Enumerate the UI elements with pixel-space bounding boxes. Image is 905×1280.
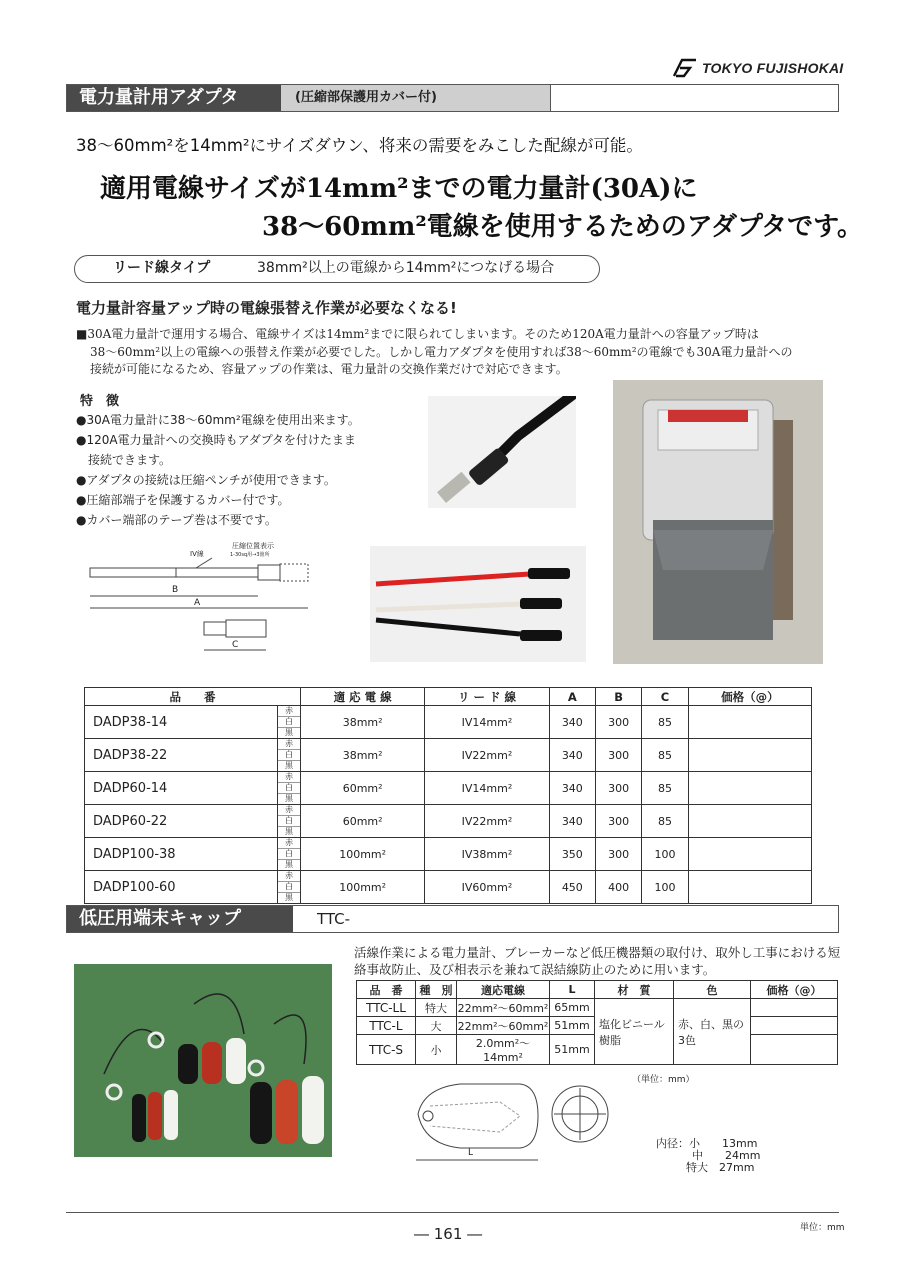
color-variant: 赤 (278, 805, 300, 816)
table-row (357, 999, 838, 1017)
cell-material: 塩化ビニール樹脂 (595, 999, 674, 1065)
cell-b: 300 (595, 805, 641, 838)
table-row (85, 706, 812, 739)
type-pill (74, 255, 600, 283)
inner-value: 13mm (722, 1137, 758, 1150)
diagram-b-label: B (172, 585, 179, 595)
cell-c: 85 (642, 772, 688, 805)
cell-c: 100 (642, 838, 688, 871)
section-title: 低圧用端末キャップ (67, 906, 293, 932)
page-number: ― 161 ― (414, 1225, 483, 1243)
cell-price (751, 1017, 838, 1035)
color-variant: 赤 (278, 739, 300, 750)
inner-size: 中 (692, 1149, 703, 1162)
color-variant: 黒 (284, 728, 293, 737)
cell-lead: IV14mm² (425, 772, 549, 805)
cell-a: 450 (549, 871, 595, 904)
cell-kind: 大 (416, 1017, 457, 1035)
col-header: リ ー ド 線 (425, 688, 549, 706)
inner-size: 特大 (686, 1161, 708, 1174)
tagline: 38〜60mm²を14mm²にサイズダウン、将来の需要をみこした配線が可能。 (76, 136, 643, 155)
cell-l: 51mm (550, 1035, 595, 1065)
section-title: 電力量計用アダプタ (67, 85, 293, 111)
col-header: A (549, 688, 595, 706)
logo-text: TOKYO FUJISHOKAI (702, 60, 844, 76)
color-variant: 黒 (284, 761, 293, 770)
cell-colors (277, 805, 300, 838)
section-subtitle: (圧縮部保護用カバー付) (281, 85, 551, 111)
cell-b: 400 (595, 871, 641, 904)
cell-name: DADP60-22 (85, 805, 278, 838)
color-variant: 黒 (284, 827, 293, 836)
cell-l: 65mm (550, 999, 595, 1017)
headline-line1: 適用電線サイズが14mm²までの電力量計(30A)に (100, 174, 698, 204)
inner-value: 24mm (725, 1149, 761, 1162)
adapter-drawing (86, 540, 326, 660)
inner-value: 27mm (719, 1161, 755, 1174)
cell-kind: 小 (416, 1035, 457, 1065)
diagram-iv-label: IV線 (190, 550, 204, 558)
cell-price (751, 1035, 838, 1065)
inner-diameter (656, 1138, 760, 1174)
color-variant: 黒 (284, 860, 293, 869)
adapter-photo (428, 396, 576, 508)
cell-wire: 22mm²〜60mm² (457, 1017, 550, 1035)
adapter-spec-table (84, 687, 812, 904)
color-variant: 白 (278, 816, 300, 827)
cell-price (751, 999, 838, 1017)
diagram-mark-label: 圧縮位置表示 (232, 542, 274, 550)
cell-lead: IV38mm² (425, 838, 549, 871)
cell-colors (277, 871, 300, 904)
section-header-adapter (66, 84, 839, 112)
cell-c: 85 (642, 739, 688, 772)
features-list (76, 410, 360, 530)
diagram-a-label: A (194, 598, 201, 608)
cell-wire: 2.0mm²〜14mm² (457, 1035, 550, 1065)
cell-kind: 特大 (416, 999, 457, 1017)
caps-photo (74, 964, 332, 1157)
feature-item: ●圧縮部端子を保護するカバー付です。 (76, 493, 290, 507)
color-variant: 白 (278, 882, 300, 893)
cell-price (688, 871, 811, 904)
cap-l-label: L (468, 1148, 474, 1158)
col-header: 色 (674, 981, 751, 999)
color-variant: 白 (278, 717, 300, 728)
col-header: 材 質 (595, 981, 674, 999)
color-variant: 赤 (278, 772, 300, 783)
feature-item: ●アダプタの接続は圧縮ペンチが使用できます。 (76, 473, 336, 487)
col-header: B (595, 688, 641, 706)
section-code: TTC- (317, 910, 351, 928)
cell-b: 300 (595, 838, 641, 871)
cell-name: DADP60-14 (85, 772, 278, 805)
dimension-diagram (86, 540, 326, 660)
cap-unit-note: （単位：mm） (632, 1075, 695, 1085)
table-row (85, 838, 812, 871)
color-variant: 白 (278, 750, 300, 761)
cell-wire: 100mm² (300, 871, 424, 904)
lead-wires-photo (370, 546, 586, 662)
cap-description: 活線作業による電力量計、ブレーカーなど低圧機器類の取付け、取外し工事における短絡事故防止、及び相表示を兼ねて誤結線防止のために用います。 (354, 945, 841, 977)
cell-price (688, 838, 811, 871)
table-row (85, 805, 812, 838)
col-header: C (642, 688, 688, 706)
page-unit-note: 単位：mm (800, 1223, 845, 1233)
fs-logo-icon (672, 58, 698, 78)
cell-name: DADP100-38 (85, 838, 278, 871)
cell-a: 340 (549, 772, 595, 805)
cell-name: DADP38-22 (85, 739, 278, 772)
cell-b: 300 (595, 772, 641, 805)
cell-lead: IV22mm² (425, 805, 549, 838)
cell-c: 85 (642, 706, 688, 739)
cell-wire: 60mm² (300, 805, 424, 838)
cell-a: 340 (549, 805, 595, 838)
type-description: 38mm²以上の電線から14mm²につなげる場合 (257, 260, 555, 276)
col-header: 価格（@） (688, 688, 811, 706)
paragraph-line: 接続が可能になるため、容量アップの作業は、電力量計の交換作業だけで対応できます。 (90, 362, 568, 376)
color-variant: 黒 (284, 794, 293, 803)
diagram-mark-sub: 1-30sq用→3箇所 (230, 552, 270, 558)
diagram-c-label: C (232, 640, 239, 650)
col-header: 価格（@） (751, 981, 838, 999)
inner-size: 小 (689, 1137, 700, 1150)
col-header: 種 別 (416, 981, 457, 999)
cell-colors (277, 706, 300, 739)
headline-line2: 38〜60mm²電線を使用するためのアダプタです。 (262, 212, 864, 242)
color-variant: 赤 (278, 871, 300, 882)
cell-c: 100 (642, 871, 688, 904)
cell-lead: IV14mm² (425, 706, 549, 739)
cell-a: 340 (549, 706, 595, 739)
color-variant: 赤 (278, 838, 300, 849)
cell-name: DADP38-14 (85, 706, 278, 739)
cell-price (688, 772, 811, 805)
cell-name: DADP100-60 (85, 871, 278, 904)
meter-photo (613, 380, 823, 664)
cell-b: 300 (595, 739, 641, 772)
cell-b: 300 (595, 706, 641, 739)
cell-colors (277, 739, 300, 772)
color-variant: 黒 (284, 893, 293, 902)
cell-price (688, 706, 811, 739)
col-header: L (550, 981, 595, 999)
feature-item: ●30A電力量計に38〜60mm²電線を使用出来ます。 (76, 413, 360, 427)
type-label: リード線タイプ (113, 260, 211, 276)
paragraph-line: ■30A電力量計で運用する場合、電線サイズは14mm²までに限られてしまいます。そのため120A電力量計への容量アップ時は (76, 327, 759, 341)
cell-wire: 100mm² (300, 838, 424, 871)
cell-lead: IV22mm² (425, 739, 549, 772)
cell-price (688, 739, 811, 772)
table-row (85, 772, 812, 805)
cell-name: TTC-L (357, 1017, 416, 1035)
col-header: 適応電線 (457, 981, 550, 999)
cell-name: TTC-S (357, 1035, 416, 1065)
cell-a: 350 (549, 838, 595, 871)
cell-name: TTC-LL (357, 999, 416, 1017)
inner-label: 内径： (656, 1137, 689, 1150)
cell-wire: 22mm²〜60mm² (457, 999, 550, 1017)
footer-rule (66, 1212, 839, 1213)
company-logo (672, 58, 843, 78)
col-header: 品 番 (357, 981, 416, 999)
feature-item: ●120A電力量計への交換時もアダプタを付けたまま (76, 433, 356, 447)
cell-colors (277, 838, 300, 871)
col-header: 品 番 (85, 688, 301, 706)
description-paragraph (76, 326, 842, 379)
features-title: 特 徴 (80, 394, 120, 409)
cell-price (688, 805, 811, 838)
table-row (85, 739, 812, 772)
table-row (85, 871, 812, 904)
cap-drawing (410, 1076, 610, 1168)
cell-c: 85 (642, 805, 688, 838)
color-variant: 白 (278, 849, 300, 860)
color-variant: 赤 (278, 706, 300, 717)
cap-spec-table (356, 980, 838, 1065)
cell-lead: IV60mm² (425, 871, 549, 904)
subheading: 電力量計容量アップ時の電線張替え作業が必要なくなる! (76, 299, 457, 317)
cell-wire: 38mm² (300, 706, 424, 739)
color-variant: 白 (278, 783, 300, 794)
cell-colors (277, 772, 300, 805)
cell-wire: 60mm² (300, 772, 424, 805)
feature-item: ●カバー端部のテープ巻は不要です。 (76, 513, 277, 527)
paragraph-line: 38〜60mm²以上の電線への張替え作業が必要でした。しかし電力アダプタを使用すれば38〜60mm²の電線でも30A電力量計への (90, 344, 793, 359)
cell-wire: 38mm² (300, 739, 424, 772)
cell-l: 51mm (550, 1017, 595, 1035)
cell-a: 340 (549, 739, 595, 772)
feature-item: 接続できます。 (76, 453, 172, 467)
section-header-cap (66, 905, 839, 933)
cell-color: 赤、白、黒の3色 (674, 999, 751, 1065)
col-header: 適 応 電 線 (300, 688, 424, 706)
